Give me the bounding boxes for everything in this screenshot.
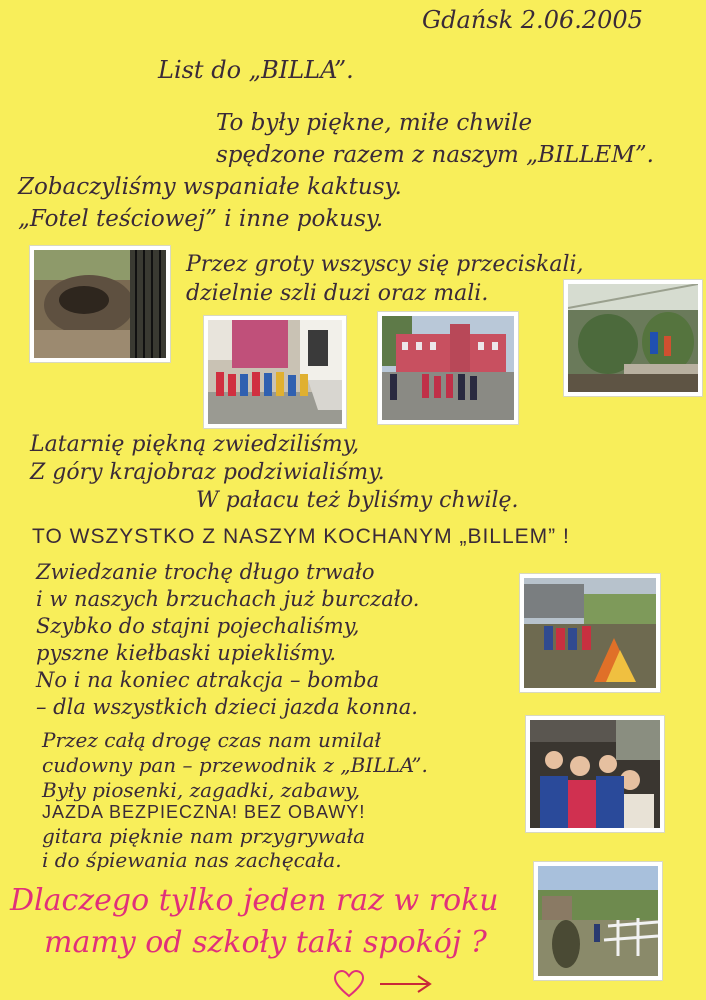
verse1-line: spędzone razem z naszym „BILLEM”. <box>216 142 654 168</box>
bus-children-photo <box>526 716 664 832</box>
verse5-line: Przez całą drogę czas nam umilał <box>42 728 382 752</box>
verse5-line: cudowny pan – przewodnik z „BILLA”. <box>42 753 428 777</box>
palace-photo <box>378 312 518 424</box>
verse5-line: gitara pięknie nam przygrywała <box>42 824 366 848</box>
verse1-line: „Fotel teściowej” i inne pokusy. <box>18 206 384 232</box>
verse2-line: Przez groty wszyscy się przeciskali, <box>186 252 584 277</box>
campfire-photo <box>520 574 660 692</box>
palace-image <box>382 316 514 420</box>
closing-line: Dlaczego tylko jeden raz w roku <box>10 883 499 918</box>
caps-line: TO WSZYSTKO Z NASZYM KOCHANYM „BILLEM” ! <box>32 525 570 548</box>
campfire-image <box>524 578 656 688</box>
verse5-line: i do śpiewania nas zachęcała. <box>42 848 342 872</box>
arrow-right-icon <box>378 972 434 994</box>
verse4-line: Zwiedzanie trochę długo trwało <box>36 560 375 584</box>
verse5-line: JAZDA BEZPIECZNA! BEZ OBAWY! <box>42 802 366 822</box>
verse4-line: No i na koniec atrakcja – bomba <box>36 668 380 692</box>
verse3-line: Z góry krajobraz podziwialiśmy. <box>30 460 385 485</box>
verse4-line: pyszne kiełbaski upiekliśmy. <box>36 641 337 665</box>
verse1-line: Zobaczyliśmy wspaniałe kaktusy. <box>18 174 402 200</box>
verse5-line: Były piosenki, zagadki, zabawy, <box>42 778 361 802</box>
greenhouse-photo <box>564 280 702 396</box>
heart-icon <box>334 970 364 998</box>
letter-date: Gdańsk 2.06.2005 <box>422 6 643 34</box>
children-stairs-image <box>208 320 342 424</box>
bus-children-image <box>530 720 660 828</box>
children-stairs-photo <box>204 316 346 428</box>
verse1-line: To były piękne, miłe chwile <box>216 110 533 136</box>
verse3-line: W pałacu też byliśmy chwilę. <box>196 488 519 513</box>
cave-photo <box>30 246 170 362</box>
verse2-line: dzielnie szli duzi oraz mali. <box>186 281 489 306</box>
verse4-line: Szybko do stajni pojechaliśmy, <box>36 614 360 638</box>
horse-yard-photo <box>534 862 662 980</box>
verse3-line: Latarnię piękną zwiedziliśmy, <box>30 432 360 457</box>
verse4-line: – dla wszystkich dzieci jazda konna. <box>36 695 418 719</box>
closing-line: mamy od szkoły taki spokój ? <box>44 925 487 960</box>
letter-title: List do „BILLA”. <box>158 56 354 84</box>
greenhouse-image <box>568 284 698 392</box>
horse-yard-image <box>538 866 658 976</box>
cave-image <box>34 250 166 358</box>
verse4-line: i w naszych brzuchach już burczało. <box>36 587 420 611</box>
